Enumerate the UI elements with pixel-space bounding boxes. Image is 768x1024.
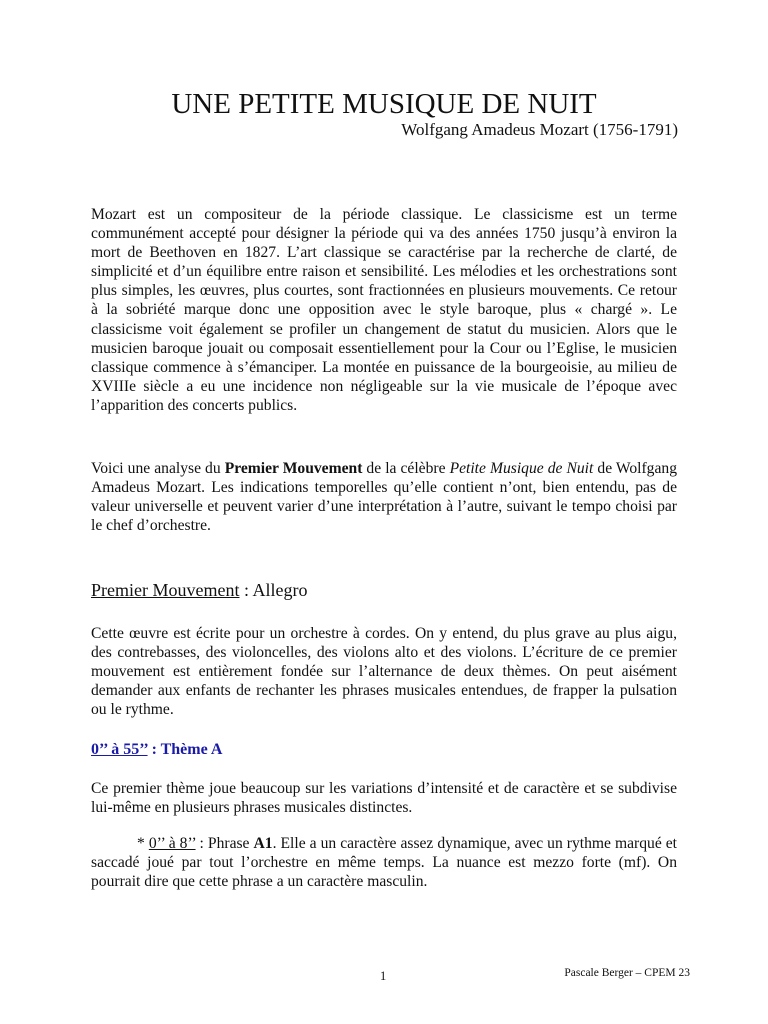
analysis-text-3: de Wolfgang Amadeus Mozart. Les indications temporelles qu’elle contient n’ont, bien entendu, pas de valeur universelle et peuvent varier d’une interprétation à l’autre, suivant le tempo choisi par le chef d’orchestre. bbox=[91, 460, 677, 535]
theme-a-paragraph: Ce premier thème joue beaucoup sur les variations d’intensité et de caractère et se subdivise lui-même en plusieurs phrases musicales distinctes. bbox=[91, 780, 677, 817]
footer-author: Pascale Berger – CPEM 23 bbox=[564, 967, 690, 979]
theme-a-time: 0’’ à 55’’ bbox=[91, 741, 148, 758]
movement-heading bbox=[91, 580, 307, 601]
analysis-paragraph bbox=[91, 459, 677, 535]
intro-paragraph: Mozart est un compositeur de la période classique. Le classicisme est un terme communément accepté pour désigner la période qui va des années 1750 jusqu’à environ la mort de Beethoven en 1827. L’art classique se caractérise par la recherche de clarté, de simplicité et d’un équilibre entre raison et sensibilité. Les mélodies et les orchestrations sont plus simples, les œuvres, plus courtes, sont fractionnées en plusieurs mouvements. Ce retour à la sobriété marque donc une opposition avec le style baroque, plus « chargé ». Le classicisme voit également se profiler un changement de statut du musicien. Alors que le musicien baroque jouait ou composait essentiellement pour la Cour ou l’Eglise, le musicien classique commence à s’émanciper. La montée en puissance de la bourgeoisie, au milieu de XVIIIe siècle a eu une incidence non négligeable sur la vie musicale de l’époque avec l’apparition des concerts publics. bbox=[91, 206, 677, 414]
movement-tempo: Allegro bbox=[252, 580, 308, 600]
document-subtitle: Wolfgang Amadeus Mozart (1756-1791) bbox=[401, 120, 678, 139]
phrase-a1-bold: A1 bbox=[253, 835, 273, 852]
analysis-text-2: de la célèbre bbox=[362, 460, 450, 477]
movement-paragraph: Cette œuvre est écrite pour un orchestre à cordes. On y entend, du plus grave au plus aigu, des contrebasses, des violoncelles, des violons alto et des violons. L’écriture de ce premier mouvement est entièrement fondée sur l’alternance de deux thèmes. On peut aisément demander aux enfants de rechanter les phrases musicales entendues, de frapper la pulsation ou le rythme. bbox=[91, 625, 677, 719]
phrase-a1-text-1: : Phrase bbox=[195, 835, 254, 852]
phrase-a1-time: 0’’ à 8’’ bbox=[148, 835, 196, 852]
analysis-bold: Premier Mouvement bbox=[224, 460, 363, 477]
document-title: UNE PETITE MUSIQUE DE NUIT bbox=[171, 88, 597, 120]
analysis-italic: Petite Musique de Nuit bbox=[449, 460, 594, 477]
theme-a-label: : Thème A bbox=[147, 741, 223, 758]
page-number: 1 bbox=[380, 969, 387, 983]
phrase-a1-bullet: * bbox=[137, 835, 149, 852]
theme-a-heading bbox=[91, 741, 222, 759]
movement-label: Premier Mouvement bbox=[91, 580, 240, 600]
analysis-text-1: Voici une analyse du bbox=[91, 460, 225, 477]
movement-separator: : bbox=[239, 580, 253, 600]
phrase-a1-text-2: . Elle a un caractère assez dynamique, avec un rythme marqué et saccadé joué par tout l’orchestre en même temps. La nuance est mezzo forte (mf). On pourrait dire que cette phrase a un caractère masculin. bbox=[91, 835, 678, 891]
phrase-a1-paragraph bbox=[91, 834, 677, 891]
